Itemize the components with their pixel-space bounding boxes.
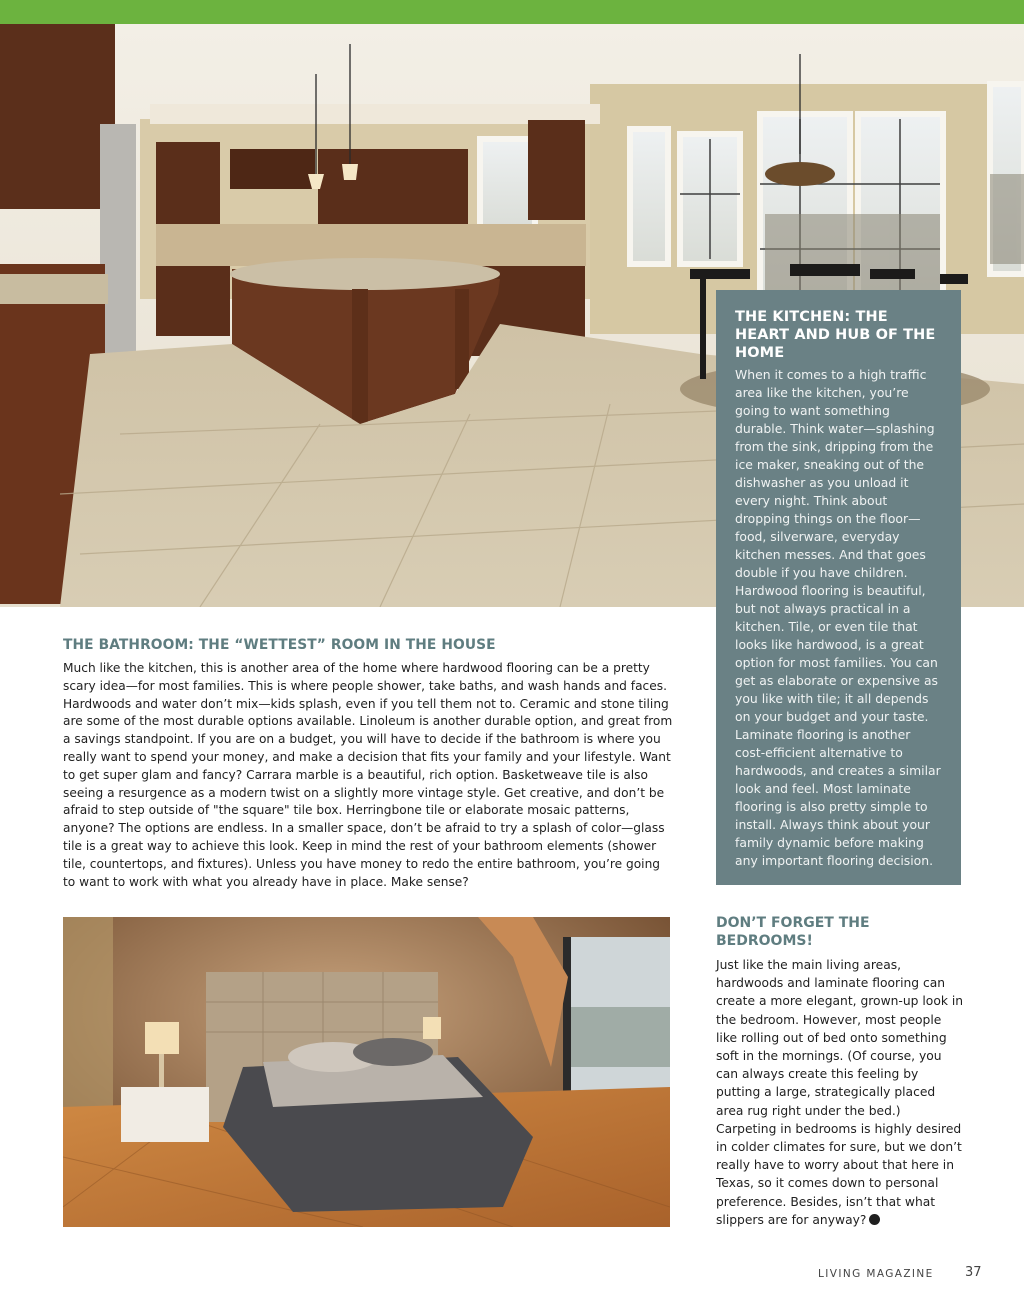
bedroom-photo — [63, 917, 670, 1227]
page-number: 37 — [965, 1265, 982, 1280]
bathroom-heading: THE BATHROOM: THE “WETTEST” ROOM IN THE HOUSE — [63, 637, 496, 653]
bathroom-article — [63, 636, 673, 891]
kitchen-sidebar-title: THE KITCHEN: THE HEART AND HUB OF THE HOME — [735, 309, 936, 361]
kitchen-sidebar-box — [716, 290, 961, 885]
bedrooms-article — [716, 914, 964, 1229]
footer-magazine-name: LIVING MAGAZINE — [818, 1268, 934, 1280]
kitchen-sidebar-body: When it comes to a high traffic area like the kitchen, you’re going to want something durable. Think water—splashing from the sink, dripping from the ice maker, sneaking out of the dishwasher as you unload it every night. Think about dropping things on the floor—food, silverware, everyday kitchen messes. And that goes double if you have children. Hardwood flooring is beautiful, but not always practical in a kitchen. Tile, or even tile that looks like hardwood, is a great option for most families. You can get as elaborate or expensive as you like with tile; it all depends on your budget and your taste. Laminate flooring is another cost-efficient alternative to hardwoods, and creates a similar look and feel. Most laminate flooring is also pretty simple to install. Always think about your family dynamic before making any important flooring decision. — [735, 367, 941, 868]
bathroom-body: Much like the kitchen, this is another area of the home where hardwood flooring can be a pretty scary idea—for most families. This is where people shower, take baths, and wash hands and faces. Hardwoods and water don’t mix—kids splash, even if you tell them not to. Ceramic and stone tiling are some of the most durable options available. Linoleum is another durable option, and great from a savings standpoint. If you are on a budget, you will have to decide if the bathroom is where you really want to spend your money, and make a decision that fits your family and your lifestyle. Want to get super glam and fancy? Carrara marble is a beautiful, rich option. Basketweave tile is also seeing a resurgence as a modern twist on a slightly more vintage style. Get creative, and don’t be afraid to step outside of "the square" tile box. Herringbone tile or elaborate mosaic patterns, anyone? The options are endless. In a smaller space, don’t be afraid to try a splash of color—glass tile is a great way to achieve this look. Keep in mind the rest of your bathroom elements (shower tile, countertops, and fixtures). Unless you have money to redo the entire bathroom, you’re going to want to work with what you already have in place. Make sense? — [63, 661, 673, 889]
bedrooms-body-text: Just like the main living areas, hardwoods and laminate flooring can create a more elegant, grown-up look in the bedroom. However, most people like rolling out of bed onto something soft in the mornings. (Of course, you can always create this feeling by putting a large, strategically placed area rug right under the bed.) Carpeting in bedrooms is highly desired in colder climates for sure, but we don’t really have to worry about that here in Texas, so it comes down to personal preference. Besides, isn’t that what slippers are for anyway? — [716, 958, 964, 1227]
end-mark-icon — [869, 1214, 880, 1225]
bedrooms-heading: DON’T FORGET THE BEDROOMS! — [716, 915, 870, 949]
bedrooms-body — [716, 956, 964, 1229]
top-color-bar — [0, 0, 1024, 24]
